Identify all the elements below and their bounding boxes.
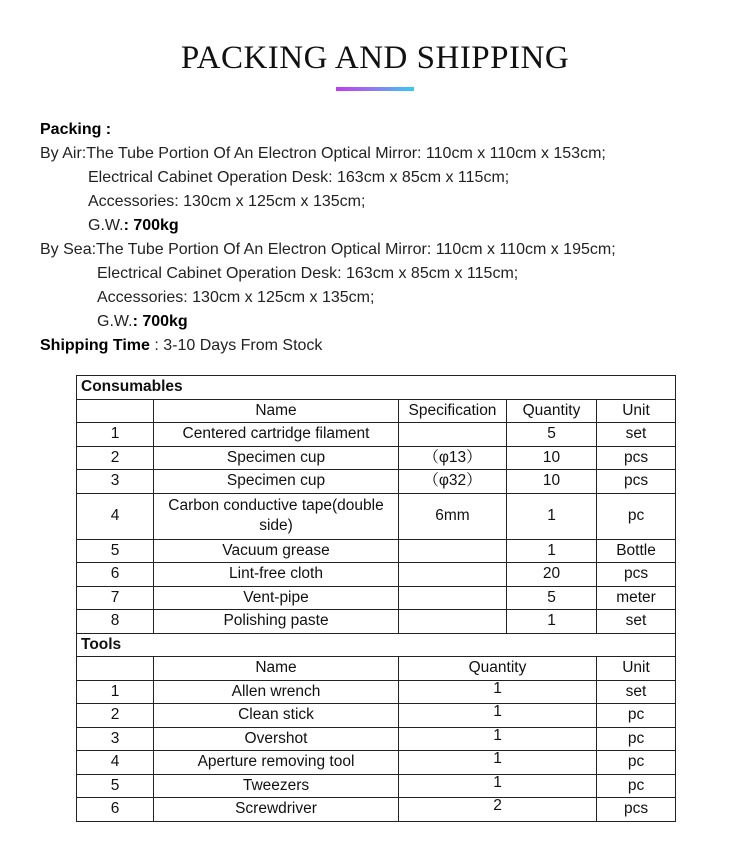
air-line-1 bbox=[40, 142, 606, 166]
row-number: 7 bbox=[77, 586, 154, 610]
title-underline bbox=[336, 87, 414, 91]
column-header: Quantity bbox=[507, 399, 597, 423]
sea-accessories-dimensions: Accessories: 130cm x 125cm x 135cm; bbox=[97, 289, 375, 306]
section-row-consumables bbox=[77, 376, 676, 400]
row-number: 4 bbox=[77, 493, 154, 539]
row-number: 6 bbox=[77, 563, 154, 587]
air-accessories-dimensions: Accessories: 130cm x 125cm x 135cm; bbox=[88, 193, 366, 210]
tool-unit: pc bbox=[597, 774, 676, 798]
tool-name: Aperture removing tool bbox=[154, 751, 399, 775]
tool-quantity: 1 bbox=[399, 680, 597, 704]
air-cabinet-dimensions: Electrical Cabinet Operation Desk: 163cm x 85cm x 115cm; bbox=[88, 169, 510, 186]
row-number: 6 bbox=[77, 798, 154, 822]
item-specification bbox=[399, 539, 507, 563]
table-row bbox=[77, 704, 676, 728]
table-row bbox=[77, 774, 676, 798]
item-quantity: 1 bbox=[507, 493, 597, 539]
sea-prefix: By Sea: bbox=[40, 241, 97, 258]
table-row bbox=[77, 610, 676, 634]
column-header: Name bbox=[154, 657, 399, 681]
row-number: 5 bbox=[77, 539, 154, 563]
item-name: Centered cartridge filament bbox=[154, 423, 399, 447]
item-quantity: 1 bbox=[507, 539, 597, 563]
item-quantity: 5 bbox=[507, 423, 597, 447]
item-specification bbox=[399, 586, 507, 610]
item-specification bbox=[399, 563, 507, 587]
sea-cabinet-dimensions: Electrical Cabinet Operation Desk: 163cm x 85cm x 115cm; bbox=[97, 265, 519, 282]
packing-label bbox=[40, 118, 111, 142]
table-row bbox=[77, 539, 676, 563]
sea-gw-label: G.W. bbox=[97, 313, 133, 330]
table-row bbox=[77, 798, 676, 822]
tool-unit: pc bbox=[597, 751, 676, 775]
air-prefix: By Air: bbox=[40, 145, 87, 162]
row-number: 2 bbox=[77, 704, 154, 728]
item-unit: pcs bbox=[597, 446, 676, 470]
tool-name: Screwdriver bbox=[154, 798, 399, 822]
sea-gross-weight bbox=[97, 310, 188, 334]
tool-name: Overshot bbox=[154, 727, 399, 751]
column-header bbox=[77, 399, 154, 423]
row-number: 4 bbox=[77, 751, 154, 775]
item-name: Specimen cup bbox=[154, 446, 399, 470]
row-number: 3 bbox=[77, 470, 154, 494]
table-row bbox=[77, 727, 676, 751]
item-specification bbox=[399, 610, 507, 634]
item-quantity: 1 bbox=[507, 610, 597, 634]
table-row bbox=[77, 446, 676, 470]
tool-name: Tweezers bbox=[154, 774, 399, 798]
item-specification: （φ32） bbox=[399, 470, 507, 494]
item-quantity: 5 bbox=[507, 586, 597, 610]
item-quantity: 20 bbox=[507, 563, 597, 587]
tool-quantity: 1 bbox=[399, 774, 597, 798]
row-number: 1 bbox=[77, 423, 154, 447]
page-title: PACKING AND SHIPPING bbox=[180, 40, 570, 76]
sea-line-1 bbox=[40, 238, 616, 262]
item-unit: Bottle bbox=[597, 539, 676, 563]
tool-quantity: 2 bbox=[399, 798, 597, 822]
tool-quantity: 1 bbox=[399, 727, 597, 751]
tool-name: Clean stick bbox=[154, 704, 399, 728]
row-number: 1 bbox=[77, 680, 154, 704]
item-unit: set bbox=[597, 610, 676, 634]
item-name: Vent-pipe bbox=[154, 586, 399, 610]
tool-unit: pcs bbox=[597, 798, 676, 822]
item-unit: pcs bbox=[597, 470, 676, 494]
item-unit: meter bbox=[597, 586, 676, 610]
item-specification bbox=[399, 423, 507, 447]
table-row bbox=[77, 423, 676, 447]
item-name: Lint-free cloth bbox=[154, 563, 399, 587]
tool-name: Allen wrench bbox=[154, 680, 399, 704]
item-unit: set bbox=[597, 423, 676, 447]
table-row bbox=[77, 470, 676, 494]
table-row bbox=[77, 563, 676, 587]
shipping-time bbox=[40, 334, 322, 358]
table-body bbox=[77, 376, 676, 822]
air-gw-value: : 700kg bbox=[123, 217, 179, 234]
accessories-table bbox=[76, 375, 676, 822]
column-header: Name bbox=[154, 399, 399, 423]
item-name: Vacuum grease bbox=[154, 539, 399, 563]
item-name: Polishing paste bbox=[154, 610, 399, 634]
item-unit: pc bbox=[597, 493, 676, 539]
air-tube-dimensions: The Tube Portion Of An Electron Optical Mirror: 110cm x 110cm x 153cm; bbox=[86, 145, 606, 162]
sea-gw-value: : 700kg bbox=[132, 313, 188, 330]
tool-unit: set bbox=[597, 680, 676, 704]
section-title-consumables: Consumables bbox=[77, 376, 676, 400]
air-gw-label: G.W. bbox=[88, 217, 124, 234]
table-row bbox=[77, 586, 676, 610]
shipping-label: Shipping Time bbox=[40, 337, 150, 354]
item-specification: 6mm bbox=[399, 493, 507, 539]
table-row bbox=[77, 751, 676, 775]
column-header bbox=[77, 657, 154, 681]
section-row-tools bbox=[77, 633, 676, 657]
column-header: Unit bbox=[597, 399, 676, 423]
column-header: Unit bbox=[597, 657, 676, 681]
section-title-tools: Tools bbox=[77, 633, 676, 657]
item-specification: （φ13） bbox=[399, 446, 507, 470]
sea-tube-dimensions: The Tube Portion Of An Electron Optical Mirror: 110cm x 110cm x 195cm; bbox=[96, 241, 616, 258]
row-number: 3 bbox=[77, 727, 154, 751]
air-gross-weight bbox=[88, 214, 179, 238]
row-number: 5 bbox=[77, 774, 154, 798]
item-name: Specimen cup bbox=[154, 470, 399, 494]
table-header-row bbox=[77, 657, 676, 681]
table-row bbox=[77, 680, 676, 704]
tool-unit: pc bbox=[597, 704, 676, 728]
item-unit: pcs bbox=[597, 563, 676, 587]
table-row bbox=[77, 493, 676, 539]
item-name: Carbon conductive tape(double side) bbox=[154, 493, 399, 539]
shipping-value: : 3-10 Days From Stock bbox=[149, 337, 323, 354]
item-quantity: 10 bbox=[507, 446, 597, 470]
tool-unit: pc bbox=[597, 727, 676, 751]
tool-quantity: 1 bbox=[399, 751, 597, 775]
table-header-row bbox=[77, 399, 676, 423]
tool-quantity: 1 bbox=[399, 704, 597, 728]
column-header: Specification bbox=[399, 399, 507, 423]
row-number: 2 bbox=[77, 446, 154, 470]
item-quantity: 10 bbox=[507, 470, 597, 494]
column-header: Quantity bbox=[399, 657, 597, 681]
row-number: 8 bbox=[77, 610, 154, 634]
packing-label-text: Packing : bbox=[40, 121, 112, 138]
